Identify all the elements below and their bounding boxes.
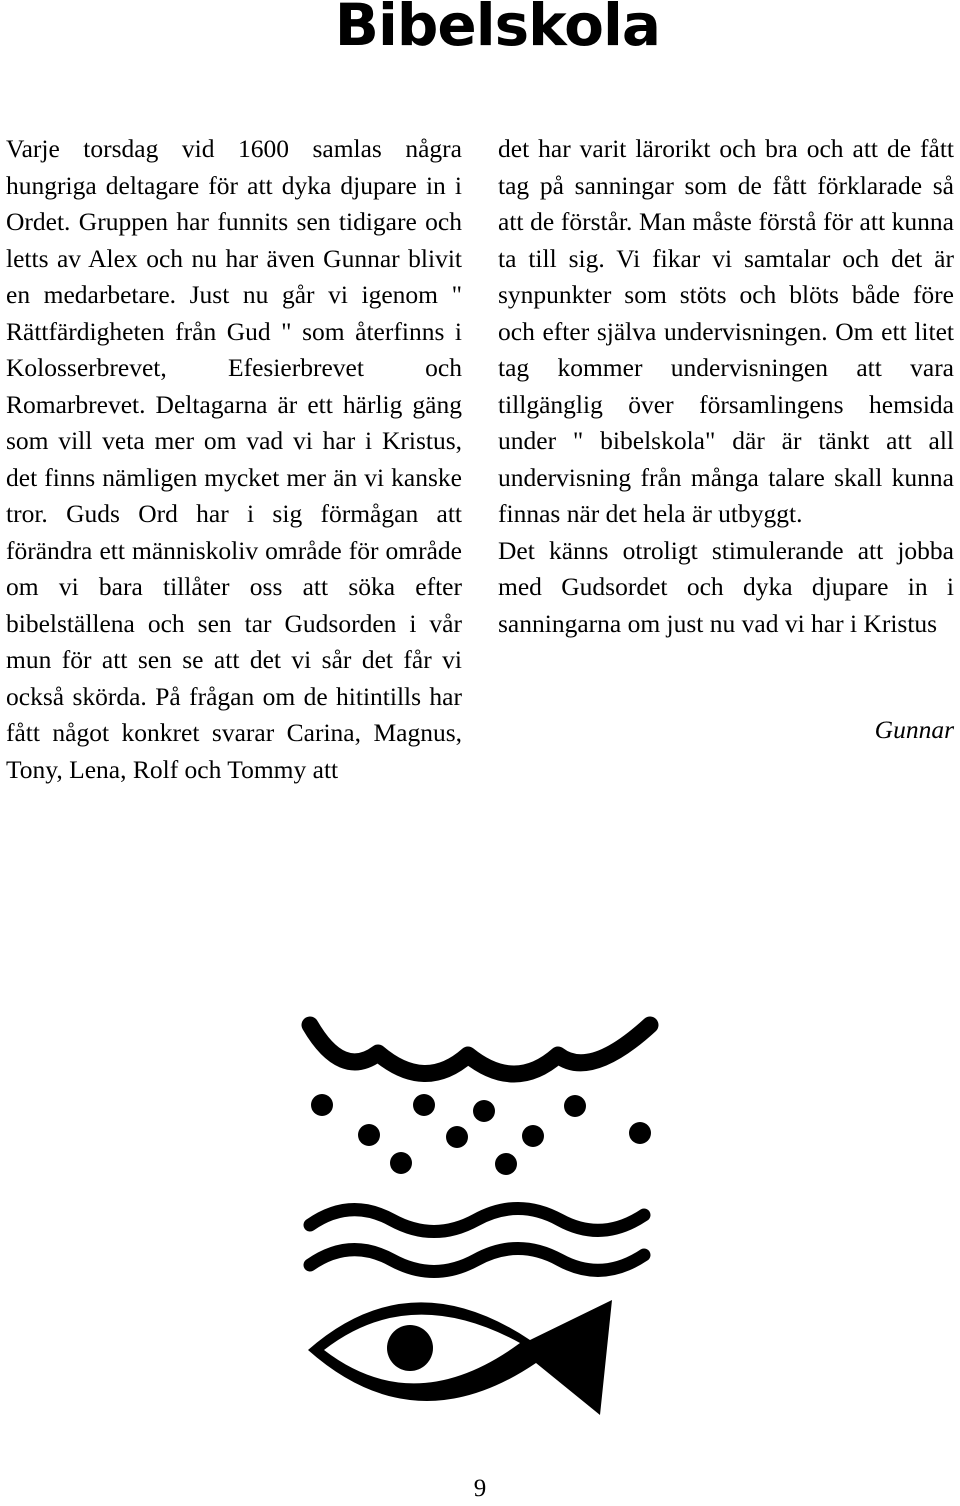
fish-symbol [308, 1300, 612, 1415]
article-paragraph: Varje torsdag vid 1600 samlas några hungriga deltagare för att dyka djupare in i Ordet. Gruppen har funnits sen tidigare och letts av Alex och nu har även Gunnar blivit en medarbetare. Just nu går vi igenom " Rättfärdigheten från Gud " som återfinns i Kolosserbrevet, Efesierbrevet och Romarbrevet. Deltagarna är ett härlig gäng som vill veta mer om vad vi har i Kristus, det finns nämligen mycket mer än vi kanske tror. Guds Ord har i sig förmågan att förändra ett människoliv område för område om vi bara tillåter oss att söka efter bibelställena och sen tar Gudsorden i vår mun för att sen se att det vi sår det får vi också skörda. På frågan om de hitintills har fått något konkret svarar Carina, Magnus, Tony, Lena, Rolf och Tommy att [6, 134, 462, 784]
article-column-right [498, 131, 954, 749]
cloud-shape [310, 1025, 650, 1074]
page-number: 9 [473, 1475, 487, 1502]
cloud-rain-waves-fish-icon [300, 1015, 660, 1435]
water-waves [310, 1209, 644, 1272]
article-column-left [6, 131, 462, 788]
article-paragraph: Det känns otroligt stimulerande att jobba med Gudsordet och dyka djupare in i sanningarna om just nu vad vi har i Kristus [498, 535, 954, 638]
page-title: Bibelskola [334, 0, 660, 59]
article-paragraph: det har varit lärorikt och bra och att de fått tag på sanningar som de fått förklarade så att de förstår. Man måste förstå för att kunna ta till sig. Vi fikar vi samtalar och det är synpunkter som stöts och blöts både före och efter själva undervisningen. Om ett litet tag kommer undervisningen att vara tillgänglig över församlingens hemsida under " bibelskola" där är tänkt att all undervisning från många talare skall kunna finnas när det hela är utbyggt. [498, 134, 954, 528]
rain-drops [311, 1094, 651, 1175]
author-signature: Gunnar [874, 715, 954, 744]
